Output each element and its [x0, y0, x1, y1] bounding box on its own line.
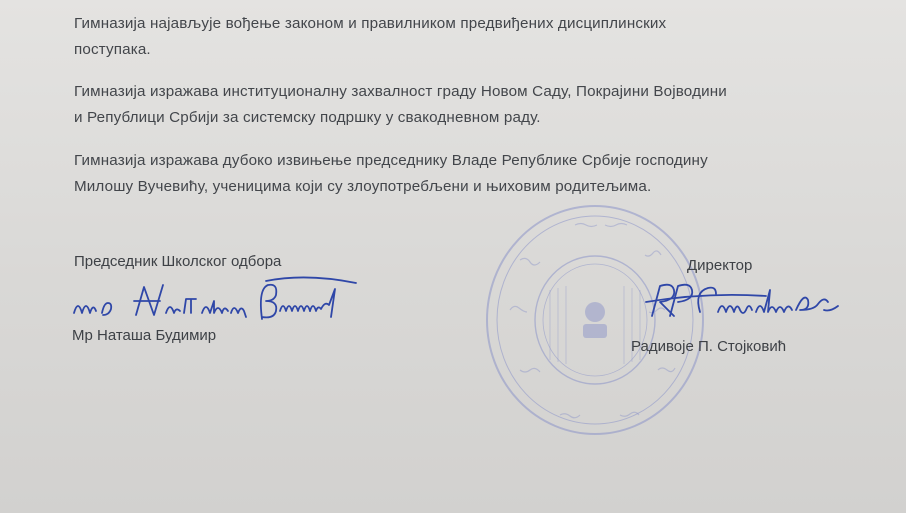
- official-seal-stamp: [480, 200, 710, 440]
- school-board-chair-title: Председник Школског одбора: [74, 253, 282, 270]
- paragraph-line: Гимназија изражава институционалну захвалност граду Новом Саду, Покрајини Војводини: [74, 83, 727, 100]
- school-board-chair-name: Мр Наташа Будимир: [72, 327, 217, 344]
- paragraph-line: и Републици Србији за системску подршку у свакодневном раду.: [74, 109, 541, 126]
- paragraph-gratitude: [74, 79, 727, 131]
- director-handwritten-signature: [640, 276, 860, 328]
- paragraph-apology: [74, 148, 708, 200]
- chair-handwritten-signature: [66, 275, 386, 327]
- director-title: Директор: [687, 257, 753, 274]
- paragraph-line: Милошу Вучевићу, ученицима који су злоупотребљени и њиховим родитељима.: [74, 178, 652, 195]
- paragraph-disciplinary-procedures: [74, 11, 666, 63]
- paragraph-line: поступака.: [74, 41, 151, 58]
- paragraph-line: Гимназија најављује вођење законом и правилником предвиђених дисциплинских: [74, 15, 667, 32]
- paragraph-line: Гимназија изражава дубоко извињење председнику Владе Републике Србије господину: [74, 152, 708, 169]
- director-name: Радивоје П. Стојковић: [631, 338, 787, 355]
